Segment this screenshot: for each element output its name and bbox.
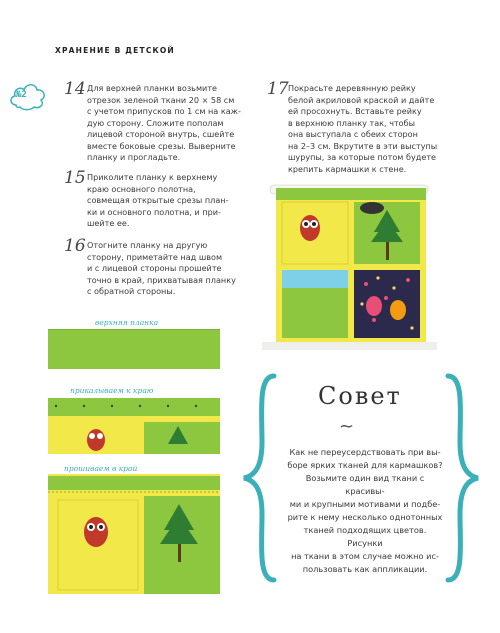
step-number: 15 <box>64 168 86 188</box>
step-line: отрезок зеленой ткани 20 × 58 см <box>87 94 235 105</box>
step-line: шурупы, за которые потом будете <box>288 152 437 162</box>
caption-stitch-edge: прошиваем в край <box>64 464 138 473</box>
green-strip <box>48 329 220 369</box>
step-line: дую сторону. Сложите пополам <box>87 117 224 128</box>
step-line: с учетом припусков по 1 см на каж- <box>87 106 241 116</box>
tip-line: боре ярких тканей для кармашков? <box>287 460 443 470</box>
stitched-photo <box>48 474 220 594</box>
step-line: лицевой стороной внутрь, сшейте <box>87 129 235 139</box>
step-line: точно в край, прихватывая планку <box>87 274 236 285</box>
tip-line: пользовать как аппликации. <box>302 564 428 574</box>
step-line: краю основного полотна, <box>87 183 196 194</box>
cloud-badge-icon <box>8 79 48 112</box>
tip-line: на ткани в этом случае можно ис- <box>291 551 439 561</box>
step-line: ки и основного полотна, и при- <box>87 206 221 217</box>
step-number: 14 <box>64 79 86 99</box>
step-line: и с лицевой стороны прошейте <box>87 263 222 273</box>
step-line: с обратной стороны. <box>87 286 176 296</box>
tip-line: Как не переусердствовать при вы- <box>289 447 441 457</box>
step-line: Отогните планку на другую <box>87 240 208 250</box>
step-number: 16 <box>64 236 86 256</box>
pinned-photo <box>48 392 220 454</box>
organizer-photo <box>262 180 437 350</box>
step-text <box>87 83 267 164</box>
tip-line: ми и крупными мотивами и подбе- <box>289 499 441 509</box>
step-line: белой акриловой краской и дайте <box>288 94 435 105</box>
section-header: ХРАНЕНИЕ В ДЕТСКОЙ <box>55 46 175 55</box>
tip-tilde: ~ <box>339 416 355 437</box>
step-line: она выступала с обеих сторон <box>288 129 418 139</box>
step-line: на 2–3 см. Вкрутите в эти выступы <box>288 140 438 151</box>
step-line: крепить кармашки к стене. <box>288 163 407 174</box>
caption-top-strip: верхняя планка <box>95 318 159 327</box>
step-line: сторону, приметайте над швом <box>87 251 223 262</box>
step-text <box>288 83 468 175</box>
step-line: шейте ее. <box>87 218 130 228</box>
step-line: совмещая открытые срезы план- <box>87 195 229 205</box>
caption-pin-edge: прикалываем к краю <box>70 386 154 395</box>
step-text <box>87 240 267 298</box>
step-line: ей просохнуть. Вставьте рейку <box>288 106 422 116</box>
step-line: Покрасьте деревянную рейку <box>288 83 416 93</box>
step-line: Для верхней планки возьмите <box>87 83 218 93</box>
tip-line: рите к нему несколько однотонных <box>287 512 443 522</box>
tip-line: тканей подходящих цветов. Рисунки <box>303 525 427 548</box>
step-line: Приколите планку к верхнему <box>87 172 218 182</box>
step-number: 17 <box>267 79 289 99</box>
step-text <box>87 172 267 230</box>
step-line: в верхнюю планку так, чтобы <box>288 117 416 128</box>
tip-line: Возьмите один вид ткани с красивы- <box>305 473 425 496</box>
tip-title: Совет <box>318 382 402 410</box>
tip-text <box>285 446 445 576</box>
project-number: №2 <box>16 90 27 100</box>
step-line: планку и прогладьте. <box>87 152 181 162</box>
step-line: вместе боковые срезы. Выверните <box>87 140 236 151</box>
